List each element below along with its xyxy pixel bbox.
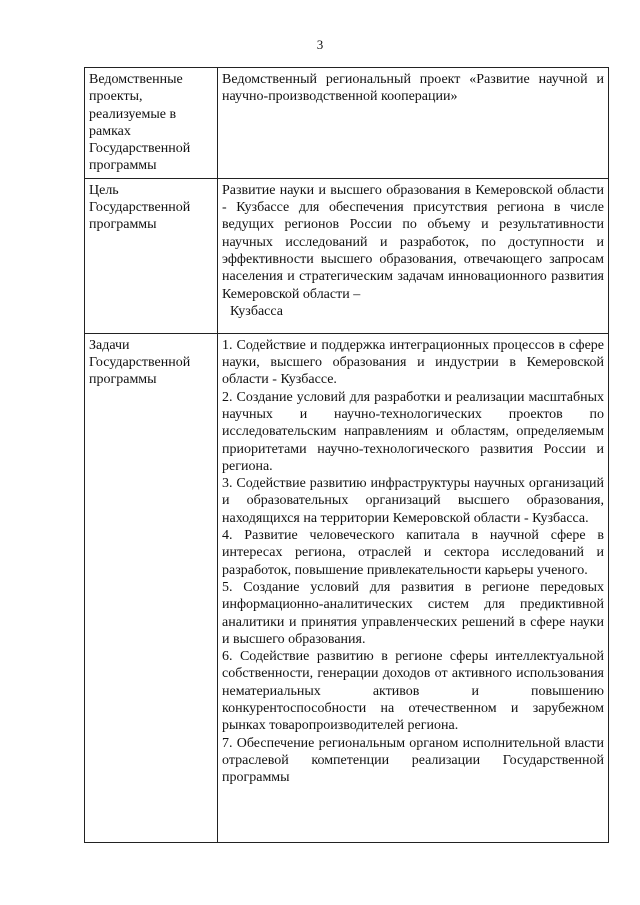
row-content-tasks xyxy=(218,333,609,842)
row-label-tasks: Задачи Государственной программы xyxy=(85,333,218,842)
row-content-goal xyxy=(218,178,609,333)
task-item: 1. Содействие и поддержка интеграционных процессов в сфере науки, высшего образования и индустрии в Кемеровской области - Кузбассе. xyxy=(222,337,604,388)
task-item: 2. Создание условий для разработки и реализации масштабных научных и научно-технологических проектов по исследовательским направлениям и областям, определяемым приоритетами научно-технологического развития России и региона. xyxy=(222,389,604,474)
goal-text-tail: Кузбасса xyxy=(230,303,283,319)
task-item: 4. Развитие человеческого капитала в научной сфере в интересах региона, отраслей и сектора исследований и разработок, повышение привлекательности карьеры ученого. xyxy=(222,528,604,578)
page-number: 3 xyxy=(316,37,324,52)
program-passport-table xyxy=(84,67,609,843)
task-item: 5. Создание условий для развития в регионе передовых информационно-аналитических систем для предиктивной аналитики и принятия управленческих решений в сфере науки и высшего образования. xyxy=(222,579,604,647)
goal-text: Развитие науки и высшего образования в Кемеровской области - Кузбассе для обеспечения присутствия региона в числе ведущих регионов России по объему и результативности научных исследований и разработок, по доступности и эффективности высшего образования, отвечающего запросам населения и стратегическим задачам инновационного развития Кемеровской области – xyxy=(222,182,604,302)
projects-text: Ведомственный региональный проект «Развитие научной и научно-производственной кооперации» xyxy=(222,72,604,105)
row-label-projects: Ведомственные проекты, реализуемые в рамках Государственной программы xyxy=(85,68,218,179)
table-row xyxy=(85,333,609,842)
task-item: 3. Содействие развитию инфраструктуры научных организаций и образовательных организаций высшего образования, находящихся на территории Кемеровской области - Кузбасса. xyxy=(222,476,604,526)
row-label-goal: Цель Государственной программы xyxy=(85,178,218,333)
table-row xyxy=(85,178,609,333)
row-content-projects xyxy=(218,68,609,179)
table-row xyxy=(85,68,609,179)
task-item: 6. Содействие развитию в регионе сферы интеллектуальной собственности, генерации доходов от активного использования нематериальных активов и повышению конкурентоспособности на отечественном и зарубежном рынках товаропроизводителей региона. xyxy=(222,649,604,734)
task-item: 7. Обеспечение региональным органом исполнительной власти отраслевой компетенции реализации Государственной программы xyxy=(222,735,604,786)
